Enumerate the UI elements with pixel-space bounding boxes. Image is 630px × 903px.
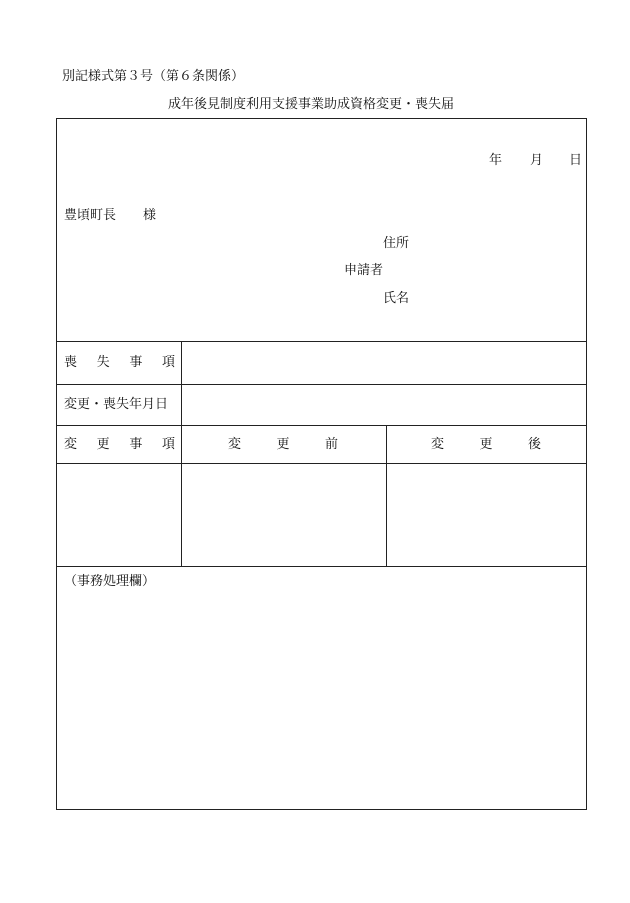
applicant-label: 申請者 [344,263,384,278]
date-year-label: 年 [489,153,503,168]
loss-matters-char: 失 [96,355,110,370]
change-matters-field[interactable] [57,464,181,566]
change-matters-char: 更 [96,437,110,452]
before-change-header [228,437,338,453]
before-change-field[interactable] [182,464,386,566]
change-loss-date-label: 変更・喪失年月日 [64,397,169,412]
after-change-char: 変 [431,437,445,452]
after-change-char: 更 [479,437,493,452]
loss-matters-char: 喪 [64,355,78,370]
loss-matters-char: 項 [161,355,175,370]
date-day-label: 日 [569,153,583,168]
after-change-field[interactable] [387,464,586,566]
before-change-char: 更 [276,437,290,452]
date-month-label: 月 [530,153,544,168]
change-loss-date-field[interactable] [182,385,586,425]
office-use-label: （事務処理欄） [64,574,156,589]
change-matters-label [64,437,175,453]
change-matters-char: 変 [64,437,78,452]
form-reference: 別記様式第３号（第６条関係） [62,69,245,84]
form-title: 成年後見制度利用支援事業助成資格変更・喪失届 [168,97,455,112]
applicant-name-label: 氏名 [383,291,410,306]
loss-matters-label [64,355,175,371]
applicant-address-label: 住所 [383,236,410,251]
change-matters-char: 事 [129,437,143,452]
after-change-header [431,437,541,453]
rule-date-bottom [56,425,587,426]
after-change-char: 後 [527,437,541,452]
rule-change-body-bottom [56,566,587,567]
change-matters-char: 項 [161,437,175,452]
before-change-char: 変 [228,437,242,452]
before-change-char: 前 [324,437,338,452]
loss-matters-char: 事 [129,355,143,370]
addressee-suffix: 様 [143,208,157,223]
loss-matters-field[interactable] [182,342,586,384]
addressee-name: 豊頃町長 [64,208,117,223]
